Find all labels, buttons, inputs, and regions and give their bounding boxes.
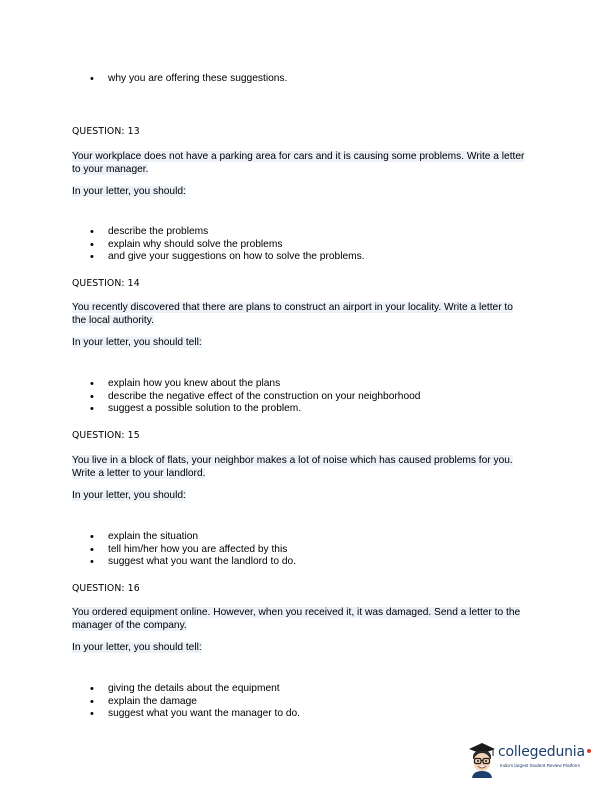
prompt-line: Your workplace does not have a parking area for cars and it is causing some problems. Write a letter: [72, 151, 525, 162]
prompt-line: You ordered equipment online. However, when you received it, it was damaged. Send a letter to the: [72, 607, 521, 618]
prompt-line: You recently discovered that there are plans to construct an airport in your locality. Write a letter to: [72, 302, 513, 313]
list-item: • suggest a possible solution to the problem.: [90, 403, 420, 416]
prompt-line: to your manager.: [72, 163, 149, 175]
brand-dot: •: [584, 744, 593, 760]
list-item: • suggest what you want the landlord to do.: [90, 556, 296, 569]
question-16-prompt: [72, 607, 542, 632]
instruction-text: In your letter, you should:: [72, 490, 186, 501]
prompt-line: manager of the company.: [72, 619, 187, 631]
question-15-prompt: [72, 455, 542, 480]
question-13-prompt: [72, 151, 542, 176]
instruction-text: In your letter, you should:: [72, 186, 186, 197]
question-13-heading: QUESTION: 13: [72, 126, 140, 137]
list-item: • explain why should solve the problems: [90, 239, 365, 252]
question-14-heading: QUESTION: 14: [72, 278, 140, 289]
instruction-text: In your letter, you should tell:: [72, 642, 202, 653]
list-item: • why you are offering these suggestions.: [90, 73, 287, 86]
prompt-line: You live in a block of flats, your neighbor makes a lot of noise which has caused problems for you.: [72, 455, 513, 466]
collegedunia-logo: [466, 740, 593, 778]
question-14-instruction: [72, 337, 202, 350]
list-item: • explain the damage: [90, 696, 300, 709]
brand-name: [498, 744, 593, 760]
prompt-line: the local authority.: [72, 314, 154, 326]
list-item: • and give your suggestions on how to solve the problems.: [90, 251, 365, 264]
list-item: • describe the problems: [90, 226, 365, 239]
question-14-prompt: [72, 302, 542, 327]
question-13-bullets: [90, 226, 365, 264]
list-item: • explain how you knew about the plans: [90, 378, 420, 391]
top-bullet-list: [90, 73, 287, 86]
prompt-line: Write a letter to your landlord.: [72, 467, 206, 479]
question-16-heading: QUESTION: 16: [72, 583, 140, 594]
question-13-instruction: [72, 186, 186, 199]
list-item: • giving the details about the equipment: [90, 683, 300, 696]
question-15-heading: QUESTION: 15: [72, 430, 140, 441]
list-item: • explain the situation: [90, 531, 296, 544]
question-15-instruction: [72, 490, 186, 503]
question-15-bullets: [90, 531, 296, 569]
question-14-bullets: [90, 378, 420, 416]
question-16-bullets: [90, 683, 300, 721]
student-mascot-icon: [466, 740, 498, 778]
question-16-instruction: [72, 642, 202, 655]
brand-text: collegedunia: [498, 744, 585, 760]
brand-tagline: India's largest Student Review Platform: [500, 763, 581, 768]
instruction-text: In your letter, you should tell:: [72, 337, 202, 348]
list-item: • suggest what you want the manager to do.: [90, 708, 300, 721]
list-item: • describe the negative effect of the construction on your neighborhood: [90, 391, 420, 404]
list-item: • tell him/her how you are affected by this: [90, 544, 296, 557]
